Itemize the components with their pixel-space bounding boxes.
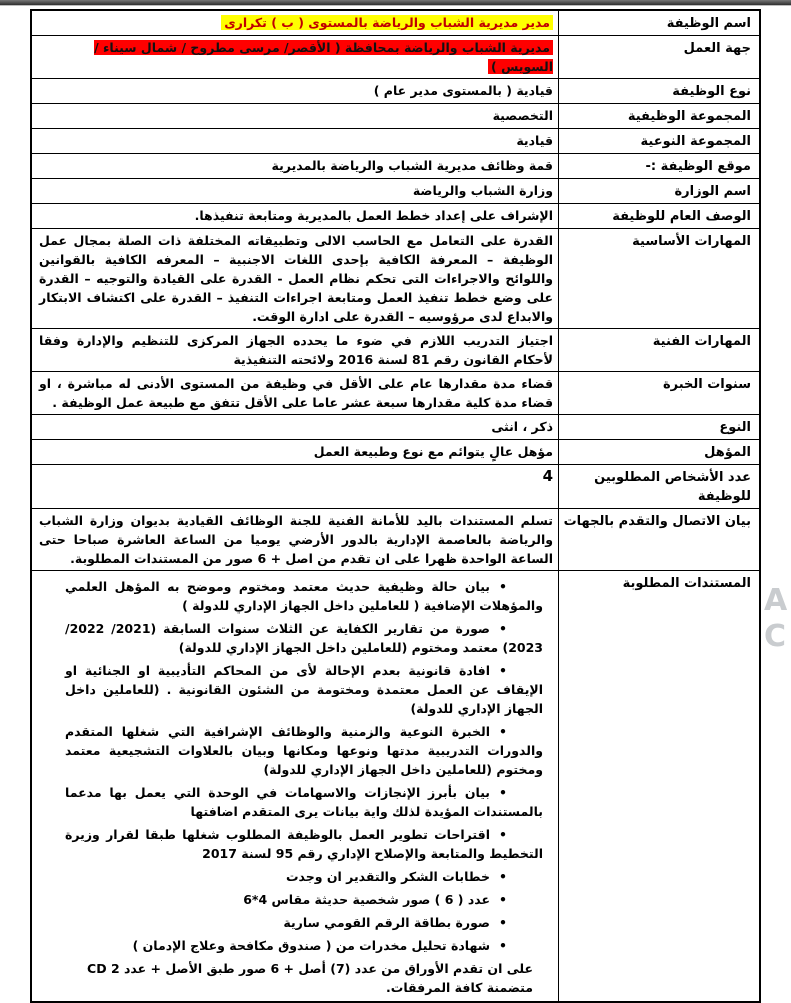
row-value: تسلم المستندات باليد للأمانة الفنية للجنة الوظائف القيادية بديوان وزارة الشباب والرياضة بالعاصمة الإدارية بالدور الأرضي يوميا من الساعة العاشرة صباحا حتى الساعة الواحدة ظهرا على ان تقدم من اصل + 6 صور من المستندات المطلوبة. — [39, 513, 553, 566]
bullet-icon: • — [499, 579, 507, 594]
table-row — [32, 129, 759, 154]
row-value: قيادية — [516, 133, 553, 148]
table-row — [32, 154, 759, 179]
row-label: المهارات الفنية — [558, 329, 759, 371]
table-row — [32, 372, 759, 415]
bullet-icon: • — [499, 892, 507, 907]
row-value — [32, 465, 558, 508]
table-row — [32, 104, 759, 129]
row-value: الإشراف على إعداد خطط العمل بالمديرية ومتابعة تنفيذها. — [194, 208, 553, 223]
bullet-icon: • — [499, 724, 507, 739]
row-label: المؤهل — [558, 440, 759, 464]
bullet-icon: • — [499, 869, 507, 884]
list-item-text: عدد ( 6 ) صور شخصية حديثة مقاس 4*6 — [243, 892, 490, 907]
row-label: اسم الوزارة — [558, 179, 759, 203]
list-item — [65, 936, 543, 955]
row-value — [32, 36, 558, 78]
list-item — [65, 867, 543, 886]
list-item — [65, 619, 543, 657]
row-label: بيان الاتصال والتقدم بالجهات — [558, 509, 759, 570]
row-value: التخصصية — [492, 108, 553, 123]
row-label: سنوات الخبرة — [558, 372, 759, 414]
table-row — [32, 204, 759, 229]
row-label: النوع — [558, 415, 759, 439]
page-watermark — [764, 583, 791, 655]
window-top-edge — [0, 0, 791, 6]
row-label: اسم الوظيفة — [558, 11, 759, 35]
row-value: مؤهل عالٍ يتوائم مع نوع وطبيعة العمل — [313, 444, 553, 459]
bullet-icon: • — [499, 785, 507, 800]
highlighted-value: مديرية الشباب والرياضة بمحافظة ( الأقصر/ مرسى مطروح / شمال سيناء / السويس ) — [94, 40, 553, 74]
table-row — [32, 415, 759, 440]
list-item — [65, 783, 543, 821]
row-label: الوصف العام للوظيفة — [558, 204, 759, 228]
watermark-letter-c: C — [764, 619, 787, 654]
bullet-icon: • — [499, 827, 507, 842]
row-value: اجتياز التدريب اللازم في ضوء ما يحدده الجهاز المركزى للتنظيم والإدارة وفقا لأحكام القانون رقم 81 لسنة 2016 ولائحته التنفيذية — [39, 333, 553, 367]
row-value: قيادية ( بالمستوى مدير عام ) — [373, 83, 553, 98]
row-value: ذكر ، انثى — [491, 419, 553, 434]
required-documents-list — [39, 577, 553, 955]
documents-footer-note: على ان تقدم الأوراق من عدد (7) أصل + 6 صور طبق الأصل + عدد 2 CD متضمنة كافة المرفقات. — [87, 961, 533, 995]
list-item — [65, 722, 543, 779]
list-item-text: اقتراحات تطوير العمل بالوظيفة المطلوب شغلها طبقا لقرار وزيرة التخطيط والمتابعة والإصلاح الإداري رقم 95 لسنة 2017 — [65, 827, 543, 861]
list-item-text: صورة بطاقة الرقم القومي سارية — [283, 915, 490, 930]
row-label: جهة العمل — [558, 36, 759, 78]
job-description-table — [30, 9, 761, 1003]
list-item-text: افادة قانونية بعدم الإحالة لأى من المحاكم التأديبية او الجنائية او الإيقاف عن العمل معتمدة ومختومة من الشئون القانونية . (للعاملين داخل الجهاز الإداري للدولة) — [65, 663, 543, 716]
bullet-icon: • — [499, 621, 507, 636]
row-label: المستندات المطلوبة — [558, 571, 759, 1001]
table-row — [32, 329, 759, 372]
row-value: وزارة الشباب والرياضة — [412, 183, 553, 198]
table-row — [32, 179, 759, 204]
list-item-text: بيان بأبرز الإنجازات والاسهامات في الوحدة التي يعمل بها مدعما بالمستندات المؤيدة لذلك واية بيانات يرى المتقدم اضافتها — [65, 785, 543, 819]
bullet-icon: • — [499, 915, 507, 930]
row-value: قمة وظائف مديرية الشباب والرياضة بالمديرية — [271, 158, 553, 173]
row-label: عدد الأشخاص المطلوبين للوظيفة — [558, 465, 759, 508]
required-persons-count: 4 — [542, 467, 553, 485]
list-item-text: خطابات الشكر والتقدير ان وجدت — [285, 869, 490, 884]
row-value: قضاء مدة مقدارها عام على الأقل في وظيفة من المستوى الأدنى له مباشرة ، او قضاء مدة كلية مقدارها سبعة عشر عاما على الأقل تتفق مع طبيعة عمل الوظيفة . — [39, 376, 553, 410]
table-row — [32, 229, 759, 329]
table-row — [32, 465, 759, 509]
bullet-icon: • — [499, 938, 507, 953]
list-item-text: صورة من تقارير الكفاية عن الثلاث سنوات السابقة (2021/ 2022/ 2023) معتمد ومختوم (للعاملين داخل الجهاز الإداري للدولة) — [65, 621, 543, 655]
table-row — [32, 571, 759, 1001]
list-item — [65, 661, 543, 718]
list-item — [65, 890, 543, 909]
list-item — [65, 913, 543, 932]
list-item-text: بيان حالة وظيفية حديث معتمد ومختوم وموضح به المؤهل العلمي والمؤهلات الإضافية ( للعاملين داخل الجهاز الإداري للدولة ) — [65, 579, 543, 613]
bullet-icon: • — [499, 663, 507, 678]
list-item — [65, 825, 543, 863]
highlighted-value: مدير مديرية الشباب والرياضة بالمستوى ( ب ) تكرارى — [221, 15, 553, 30]
list-item-text: شهادة تحليل مخدرات من ( صندوق مكافحة وعلاج الإدمان ) — [132, 938, 490, 953]
row-value: القدرة على التعامل مع الحاسب الالى وتطبيقاته المختلفة ذات الصلة بمجال عمل الوظيفة – المعرفة الكافية بإحدى اللغات الاجنبية – المعرفه الكافية بالقوانين واللوائح والاجراءات التى تحكم نظام العمل - القدرة على القيادة والتوجيه – القدرة على وضع خطط تنفيذ العمل ومتابعة اجراءات التنفيذ – القدرة على اكتشاف الابتكار والابداع لدى مرؤوسيه – القدرة على ادارة الوقت. — [39, 233, 553, 324]
table-row — [32, 79, 759, 104]
table-row — [32, 11, 759, 36]
table-row — [32, 509, 759, 571]
list-item — [65, 577, 543, 615]
row-value — [32, 571, 558, 1001]
list-item-text: الخبرة النوعية والزمنية والوظائف الإشرافية التي شغلها المتقدم والدورات التدريبية مدتها ونوعها ومكانها وبيان بالعلاوات التشجيعية معتمد ومختوم (للعاملين داخل الجهاز الإداري للدولة) — [65, 724, 543, 777]
row-value — [32, 11, 558, 35]
watermark-letter-a: A — [764, 583, 788, 618]
row-label: نوع الوظيفة — [558, 79, 759, 103]
table-row — [32, 440, 759, 465]
row-label: المهارات الأساسية — [558, 229, 759, 328]
table-row — [32, 36, 759, 79]
row-label: المجموعة النوعية — [558, 129, 759, 153]
row-label: المجموعة الوظيفية — [558, 104, 759, 128]
row-label: موقع الوظيفة :- — [558, 154, 759, 178]
